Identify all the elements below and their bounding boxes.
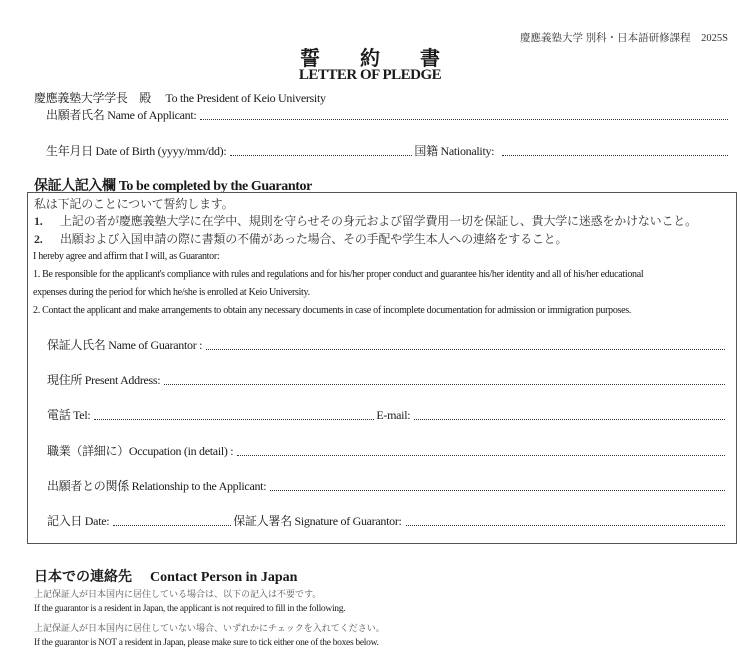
nationality-label: 国籍 Nationality: [414, 144, 495, 158]
guarantor-name-field[interactable] [47, 336, 727, 353]
pledge-intro-en: I hereby agree and affirm that I will, as Guarantor: [33, 251, 220, 262]
pledge-intro-jp: 私は下記のことについて誓約します。 [34, 197, 234, 211]
guarantor-address-field[interactable] [47, 371, 727, 388]
guarantor-box [27, 192, 737, 544]
title-char: 約 [360, 48, 380, 70]
dob-nationality-row [46, 142, 730, 159]
title-char: 書 [420, 48, 440, 70]
applicant-name-line[interactable] [200, 118, 728, 120]
contact-note1-jp: 上記保証人が日本国内に居住している場合は、以下の記入は不要です。 [34, 590, 322, 600]
program-header: 慶應義塾大学 別科・日本語研修課程 2025S [520, 33, 728, 44]
pledge-item-en-1: 1. Be responsible for the applicant's compliance with rules and regulations and for his/her proper conduct and guarantee his/her identity and all of his/her educational [33, 269, 644, 280]
guarantor-tel-line[interactable] [94, 418, 374, 420]
guarantor-relationship-label: 出願者との関係 Relationship to the Applicant: [47, 479, 267, 493]
guarantor-address-line[interactable] [164, 383, 725, 385]
contact-heading-jp: 日本での連絡先 [34, 569, 132, 585]
contact-heading-en: Contact Person in Japan [150, 570, 298, 585]
contact-note2-en: If the guarantor is NOT a resident in Japan, please make sure to tick either one of the boxes below. [34, 638, 379, 648]
dob-line[interactable] [230, 154, 412, 156]
guarantor-address-label: 現住所 Present Address: [47, 373, 161, 387]
contact-section-heading [34, 566, 297, 586]
guarantor-occupation-label: 職業（詳細に）Occupation (in detail) : [47, 444, 234, 458]
guarantor-email-label: E-mail: [376, 408, 411, 422]
guarantor-relationship-line[interactable] [270, 489, 725, 491]
guarantor-date-line[interactable] [113, 524, 231, 526]
title-english: LETTER OF PLEDGE [298, 67, 442, 83]
pledge-item-en-2: 2. Contact the applicant and make arrangements to obtain any necessary documents in case of incomplete documentation for admission or immigration purposes. [33, 305, 632, 316]
title-char: 誓 [300, 48, 320, 70]
guarantor-relationship-field[interactable] [47, 477, 727, 494]
guarantor-contact-row [47, 406, 727, 423]
guarantor-occupation-field[interactable] [47, 442, 727, 459]
contact-note1-en: If the guarantor is a resident in Japan, the applicant is not required to fill in the following. [34, 604, 346, 614]
pledge-item-en-1-cont: expenses during the period for which he/she is enrolled at Keio University. [33, 287, 310, 298]
dob-label: 生年月日 Date of Birth (yyyy/mm/dd): [46, 144, 227, 158]
pledge-item-jp-1: 1. 上記の者が慶應義塾大学に在学中、規則を守らせその身元および留学費用一切を保証し、貴大学に迷惑をかけないこと。 [34, 214, 697, 228]
nationality-line[interactable] [502, 154, 728, 156]
guarantor-section-heading: 保証人記入欄 To be completed by the Guarantor [34, 179, 312, 194]
guarantor-date-signature-row [47, 512, 727, 529]
addressee: 慶應義塾大学学長 殿 To the President of Keio University [34, 91, 326, 105]
applicant-name-field[interactable] [46, 106, 730, 123]
guarantor-name-line[interactable] [206, 348, 725, 350]
guarantor-signature-label: 保証人署名 Signature of Guarantor: [233, 514, 402, 528]
guarantor-date-label: 記入日 Date: [47, 514, 110, 528]
guarantor-name-label: 保証人氏名 Name of Guarantor : [47, 338, 203, 352]
guarantor-signature-line[interactable] [406, 524, 725, 526]
guarantor-occupation-line[interactable] [237, 454, 725, 456]
pledge-item-jp-2: 2. 出願および入国申請の際に書類の不備があった場合、その手配や学生本人への連絡をすること。 [34, 232, 568, 246]
applicant-name-label: 出願者氏名 Name of Applicant: [46, 108, 197, 122]
guarantor-email-line[interactable] [414, 418, 725, 420]
contact-note2-jp: 上記保証人が日本国内に居住していない場合、いずれかにチェックを入れてください。 [34, 624, 385, 634]
guarantor-tel-label: 電話 Tel: [47, 408, 91, 422]
